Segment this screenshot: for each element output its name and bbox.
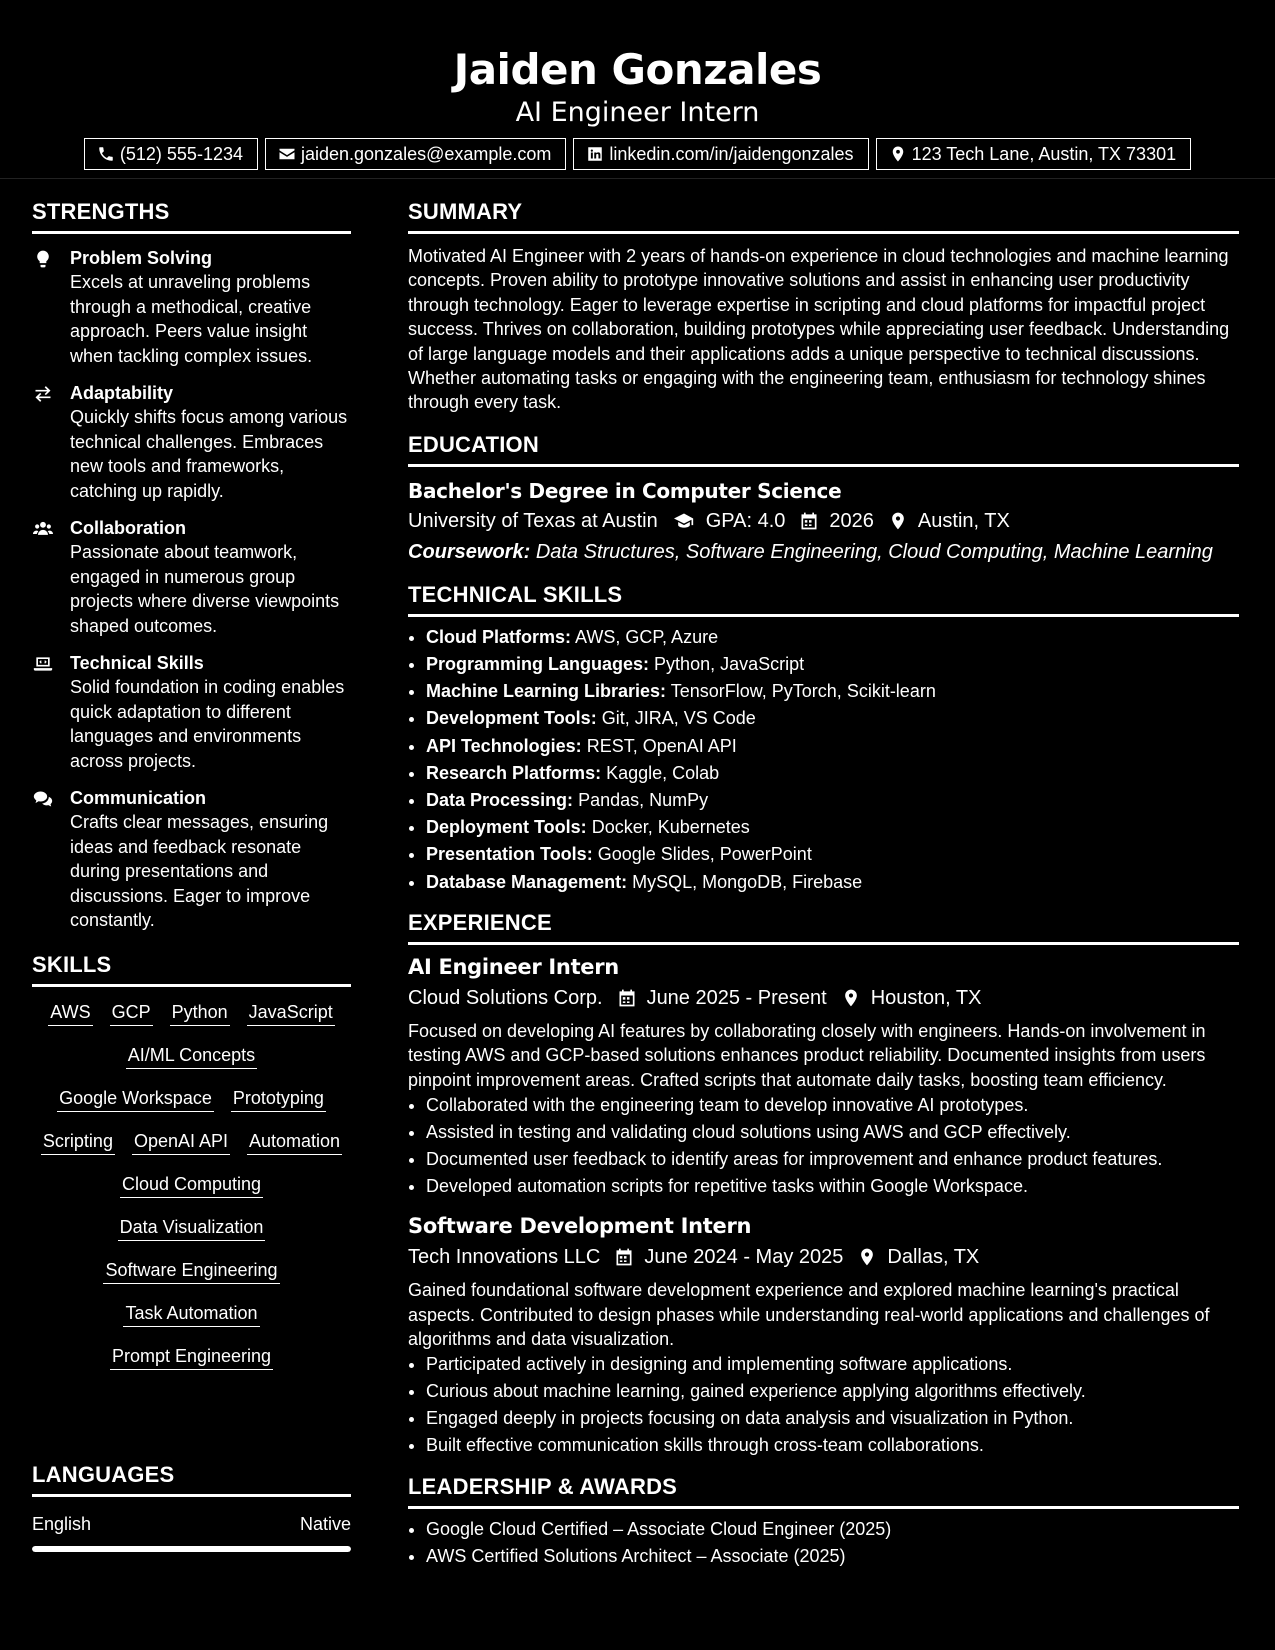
contact-address[interactable]: [876, 138, 1192, 170]
strength-item: [32, 246, 351, 368]
job-description: Gained foundational software development experience and explored machine learning's practical aspects. Contributed to design phases while understanding real-world applications and challenges of algorithms and data visualization.: [408, 1280, 1210, 1349]
contact-email[interactable]: [265, 138, 566, 170]
education-section: [408, 431, 1239, 567]
envelope-icon: [278, 145, 296, 163]
map-marker-icon: [888, 511, 908, 531]
strength-name: Communication: [70, 788, 207, 808]
job-location: Houston, TX: [870, 986, 982, 1009]
award-item: • AWS Certified Solutions Architect – Associate (2025): [426, 1543, 1239, 1570]
calendar-icon: [614, 1247, 634, 1267]
strength-desc: Solid foundation in coding enables quick adaptation to different languages and environments across projects.: [70, 677, 345, 771]
job-meta: [408, 983, 1239, 1013]
job-bullet: • Developed automation scripts for repetitive tasks within Google Workspace.: [426, 1173, 1239, 1200]
coursework-label: Coursework:: [408, 540, 531, 563]
skill-tag: JavaScript: [247, 1001, 335, 1026]
skill-tag: Scripting: [41, 1130, 115, 1155]
skill-tag: Google Workspace: [57, 1087, 214, 1112]
tech-skill-label: Database Management:: [426, 871, 628, 892]
comments-icon: [32, 789, 54, 809]
candidate-name: Jaiden Gonzales: [453, 45, 822, 94]
tech-skill-label: API Technologies:: [426, 735, 582, 756]
awards-heading: LEADERSHIP & AWARDS: [408, 1473, 1239, 1509]
strengths-section: [32, 198, 351, 933]
tech-skill-value: Git, JIRA, VS Code: [601, 708, 756, 729]
job-entry: [408, 1212, 1239, 1459]
tech-skill-value: Pandas, NumPy: [578, 790, 709, 811]
education-heading: EDUCATION: [408, 431, 1239, 467]
tech-skill-value: Docker, Kubernetes: [591, 817, 750, 838]
users-icon: [32, 519, 54, 539]
tech-skill-label: Development Tools:: [426, 708, 597, 729]
strength-item: [32, 651, 351, 773]
map-marker-icon: [841, 988, 861, 1008]
degree-title: Bachelor's Degree in Computer Science: [408, 478, 842, 503]
candidate-title: AI Engineer Intern: [515, 97, 760, 128]
phone-icon: [97, 145, 115, 163]
tech-skill-item: [426, 760, 1239, 787]
strength-name: Technical Skills: [70, 653, 204, 673]
awards-section: [408, 1473, 1239, 1570]
strength-name: Problem Solving: [70, 248, 213, 268]
job-bullet: • Built effective communication skills through cross-team collaborations.: [426, 1432, 1239, 1459]
skill-tag: Python: [170, 1001, 230, 1026]
tech-skill-value: Google Slides, PowerPoint: [597, 844, 812, 865]
tech-skill-label: Research Platforms:: [426, 762, 602, 783]
languages-section: [32, 1461, 351, 1552]
tech-skill-value: AWS, GCP, Azure: [575, 626, 719, 647]
job-bullet: • Assisted in testing and validating cloud solutions using AWS and GCP effectively.: [426, 1119, 1239, 1146]
calendar-icon: [799, 511, 819, 531]
tech-skill-item: [426, 733, 1239, 760]
header-divider: [0, 178, 1275, 179]
phone-text: (512) 555-1234: [119, 144, 243, 164]
experience-section: [408, 909, 1239, 1459]
job-bullet: • Collaborated with the engineering team to develop innovative AI prototypes.: [426, 1092, 1239, 1119]
graduation-year: 2026: [829, 509, 874, 532]
left-column: [32, 198, 351, 1388]
skill-tag: Prompt Engineering: [110, 1345, 273, 1370]
skills-heading: SKILLS: [32, 951, 351, 987]
tech-skill-item: [426, 841, 1239, 868]
graduation-cap-icon: [672, 511, 696, 531]
skill-tag: Cloud Computing: [120, 1173, 263, 1198]
job-bullet: • Documented user feedback to identify areas for improvement and enhance product features.: [426, 1146, 1239, 1173]
job-meta: [408, 1242, 1239, 1272]
experience-heading: EXPERIENCE: [408, 909, 1239, 945]
tech-skill-item: [426, 814, 1239, 841]
skill-tag: OpenAI API: [132, 1130, 230, 1155]
arrows-exchange-icon: [32, 384, 54, 404]
email-text: jaiden.gonzales@example.com: [300, 144, 552, 164]
languages-heading: LANGUAGES: [32, 1461, 351, 1497]
contact-bar: [0, 138, 1275, 170]
tech-skill-label: Machine Learning Libraries:: [426, 681, 667, 702]
tech-skill-value: REST, OpenAI API: [586, 735, 737, 756]
coursework-list: Data Structures, Software Engineering, Cloud Computing, Machine Learning: [535, 540, 1213, 563]
tech-skill-value: TensorFlow, PyTorch, Scikit-learn: [670, 681, 936, 702]
technical-skills-heading: TECHNICAL SKILLS: [408, 581, 1239, 617]
tech-skill-value: MySQL, MongoDB, Firebase: [632, 871, 863, 892]
coursework-line: [408, 537, 1239, 567]
summary-text: Motivated AI Engineer with 2 years of hands-on experience in cloud technologies and machine learning concepts. Proven ability to prototype innovative solutions and assist in enhancing user productivity through technology. Eager to leverage expertise in scripting and cloud platforms for impactful project success. Thrives on collaboration, building prototypes while appreciating user feedback. Understanding of large language models and their applications adds a unique perspective to technical discussions. Whether automating tasks or engaging with the engineering team, enthusiasm for technology shines through every task.: [408, 246, 1230, 413]
tech-skill-value: Kaggle, Colab: [606, 762, 720, 783]
tech-skill-item: [426, 869, 1239, 896]
school-location: Austin, TX: [917, 509, 1010, 532]
lightbulb-icon: [32, 249, 54, 269]
language-name: English: [32, 1514, 92, 1534]
summary-section: [408, 198, 1239, 415]
skill-tag: AWS: [48, 1001, 92, 1026]
linkedin-text: linkedin.com/in/jaidengonzales: [609, 144, 854, 164]
skill-tag: Task Automation: [123, 1302, 259, 1327]
skill-tag: AI/ML Concepts: [126, 1044, 257, 1069]
linkedin-icon: [586, 145, 604, 163]
language-row: [32, 1512, 351, 1536]
calendar-icon: [617, 988, 637, 1008]
job-bullet: • Participated actively in designing and implementing software applications.: [426, 1351, 1239, 1378]
tech-skill-label: Presentation Tools:: [426, 844, 593, 865]
technical-skills-section: [408, 581, 1239, 896]
job-bullet: • Engaged deeply in projects focusing on data analysis and visualization in Python.: [426, 1405, 1239, 1432]
tech-skill-item: [426, 678, 1239, 705]
strength-desc: Quickly shifts focus among various technical challenges. Embraces new tools and frameworks, catching up rapidly.: [70, 407, 348, 501]
strength-name: Adaptability: [70, 383, 174, 403]
language-level: Native: [299, 1514, 351, 1534]
company-name: Tech Innovations LLC: [408, 1246, 601, 1269]
company-name: Cloud Solutions Corp.: [408, 986, 603, 1009]
map-marker-icon: [857, 1247, 877, 1267]
tech-skill-item: [426, 705, 1239, 732]
strength-item: [32, 786, 351, 933]
tech-skill-item: [426, 651, 1239, 678]
language-proficiency-bar: [32, 1546, 351, 1552]
strengths-heading: STRENGTHS: [32, 198, 351, 234]
skill-tag: Prototyping: [231, 1087, 326, 1112]
job-title: Software Development Intern: [408, 1214, 752, 1239]
skill-tag: Automation: [247, 1130, 342, 1155]
job-location: Dallas, TX: [887, 1246, 980, 1269]
strength-item: [32, 381, 351, 503]
job-bullet: • Curious about machine learning, gained experience applying algorithms effectively.: [426, 1378, 1239, 1405]
tech-skill-item: [426, 787, 1239, 814]
job-title: AI Engineer Intern: [408, 954, 619, 979]
strength-name: Collaboration: [70, 518, 186, 538]
skill-tag: Software Engineering: [103, 1259, 279, 1284]
contact-linkedin[interactable]: [573, 138, 868, 170]
skills-section: [32, 951, 351, 1370]
tech-skill-label: Cloud Platforms:: [426, 626, 572, 647]
language-proficiency-fill: [32, 1546, 351, 1552]
job-description: Focused on developing AI features by collaborating closely with engineers. Hands-on involvement in testing AWS and GCP-based solutions enhances product reliability. Documented insights from users pinpoint improvement areas. Crafted scripts that automate daily tasks, boosting team efficiency.: [408, 1020, 1206, 1090]
summary-heading: SUMMARY: [408, 198, 1239, 234]
job-dates: June 2025 - Present: [646, 986, 827, 1009]
job-entry: [408, 953, 1239, 1200]
tech-skill-label: Deployment Tools:: [426, 817, 587, 838]
strength-item: [32, 516, 351, 638]
strength-desc: Excels at unraveling problems through a methodical, creative approach. Peers value insight when tackling complex issues.: [70, 272, 313, 366]
award-item: • Google Cloud Certified – Associate Cloud Engineer (2025): [426, 1516, 1239, 1543]
tech-skill-label: Programming Languages:: [426, 654, 650, 675]
resume-header: [0, 0, 1275, 170]
gpa-text: GPA: 4.0: [705, 509, 786, 532]
right-column: [408, 198, 1239, 1570]
contact-phone[interactable]: [84, 138, 258, 170]
laptop-code-icon: [32, 654, 54, 674]
education-meta: [408, 506, 1239, 536]
strength-desc: Passionate about teamwork, engaged in numerous group projects where diverse viewpoints shaped outcomes.: [70, 542, 340, 636]
tech-skill-item: [426, 624, 1239, 651]
strength-desc: Crafts clear messages, ensuring ideas and feedback resonate during presentations and discussions. Eager to improve constantly.: [70, 812, 329, 930]
map-marker-icon: [889, 145, 907, 163]
job-dates: June 2024 - May 2025: [644, 1246, 844, 1269]
tech-skill-value: Python, JavaScript: [654, 654, 805, 675]
skill-tag: GCP: [110, 1001, 153, 1026]
skill-tag: Data Visualization: [118, 1216, 266, 1241]
address-text: 123 Tech Lane, Austin, TX 73301: [911, 144, 1177, 164]
school-name: University of Texas at Austin: [408, 509, 658, 532]
tech-skill-label: Data Processing:: [426, 790, 574, 811]
